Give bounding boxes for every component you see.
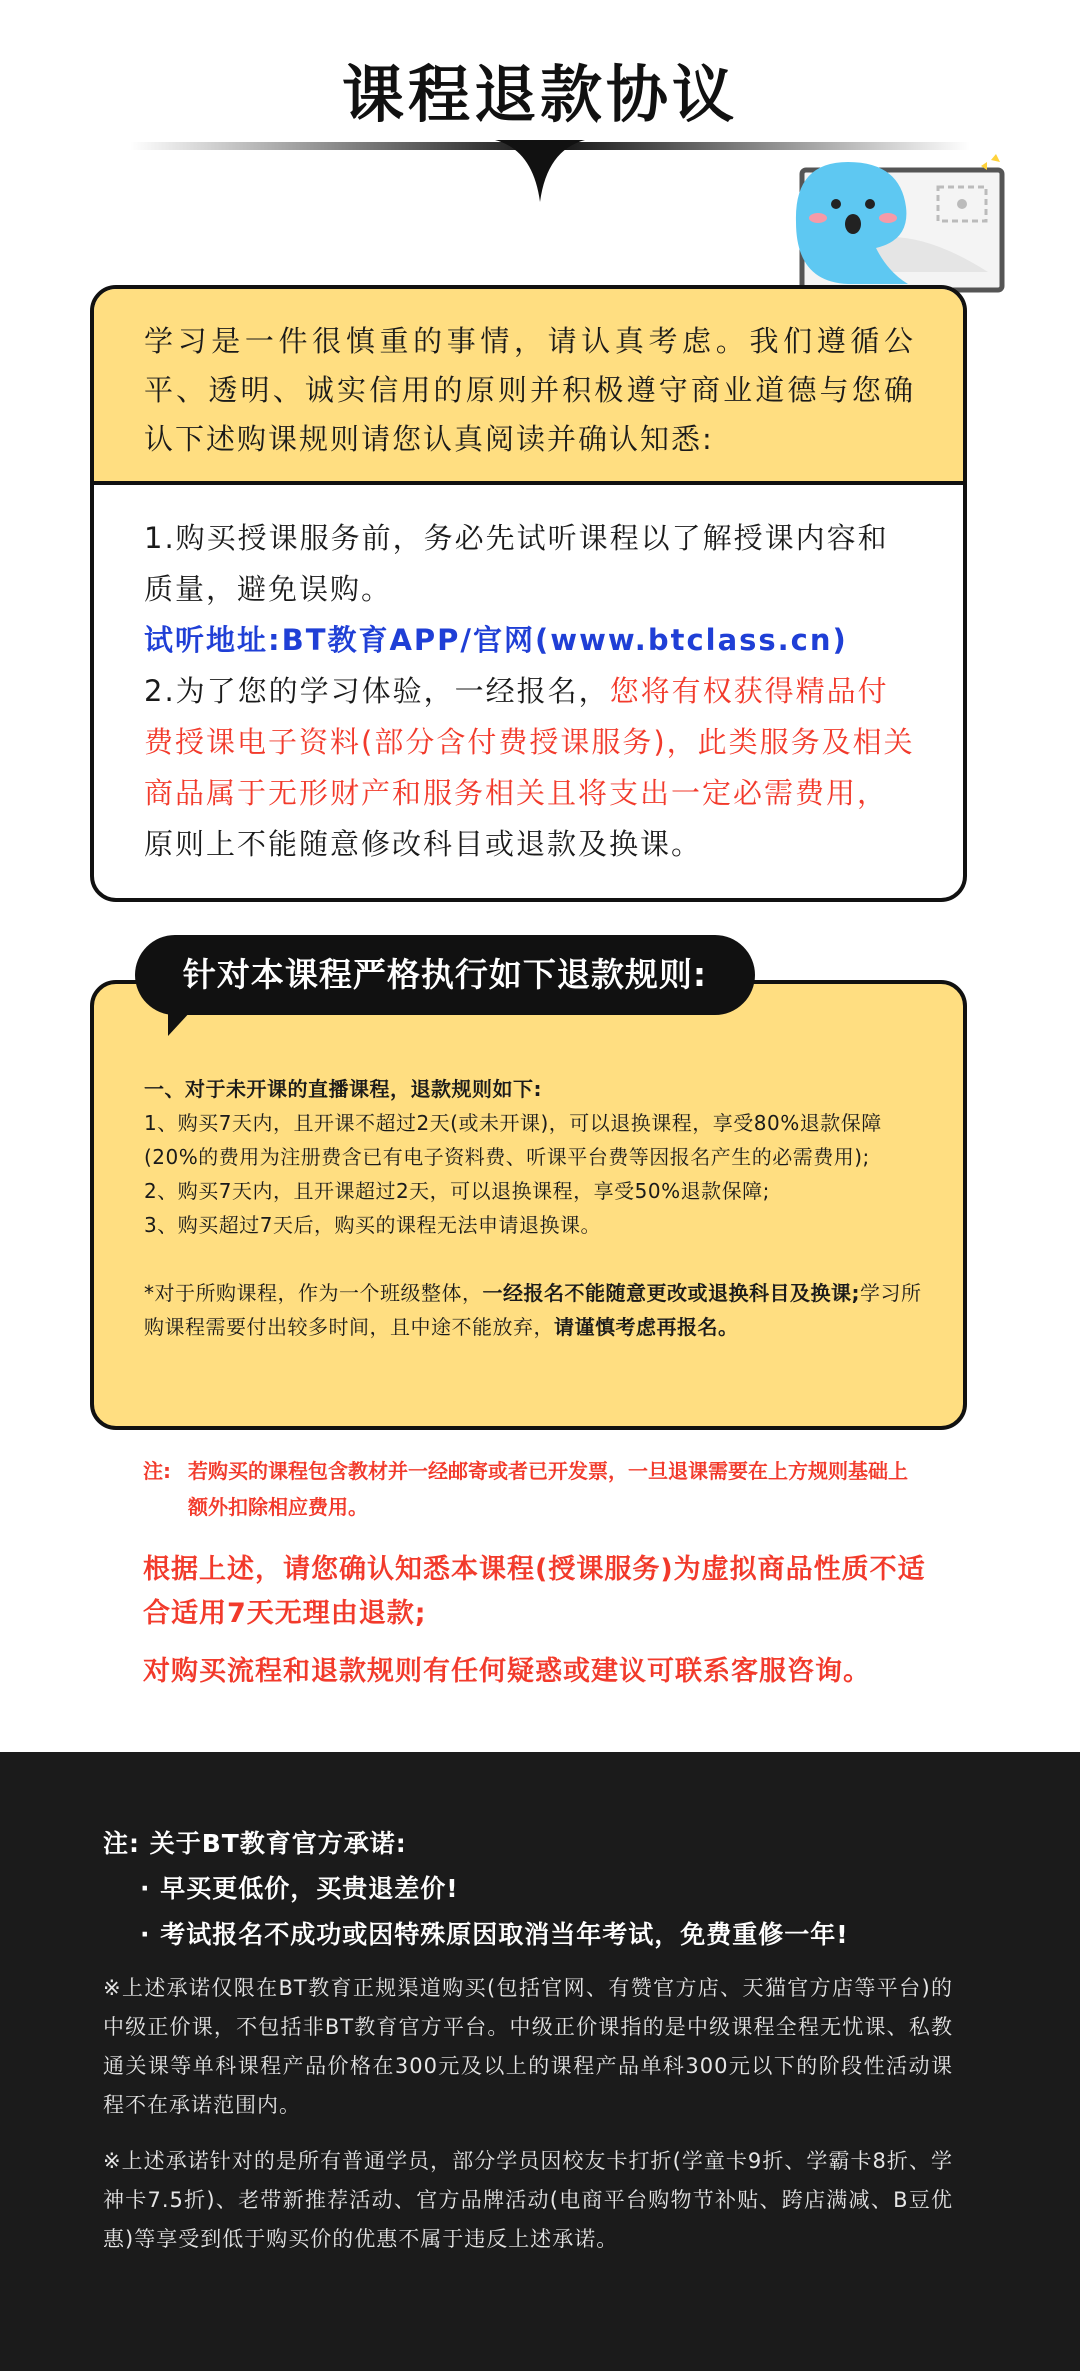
conclusion-1: 根据上述，请您确认知悉本课程(授课服务)为虚拟商品性质不适合适用7天无理由退款; — [143, 1554, 926, 1629]
intro-section — [94, 289, 963, 485]
conclusion — [143, 1548, 943, 1694]
page-title: 课程退款协议 — [341, 58, 738, 131]
footer-paragraph-2: ※上述承诺针对的是所有普通学员，部分学员因校友卡打折(学童卡9折、学霸卡8折、学神卡7.5折)、老带新推荐活动、官方品牌活动(电商平台购物节补贴、跨店满减、B豆优惠)等享受到低于购买价的优惠不属于违反上述承诺。 — [103, 2149, 953, 2251]
refund-rules-card — [90, 980, 967, 1430]
refund-footnote-a: *对于所购课程，作为一个班级整体， — [144, 1281, 483, 1305]
rules-body — [94, 485, 963, 870]
footer-paragraph-1: ※上述承诺仅限在BT教育正规渠道购买(包括官网、有赞官方店、天猫官方店等平台)的中级正价课，不包括非BT教育官方平台。中级正价课指的是中级课程全程无忧课、私教通关课等单科课程产品价格在300元及以上的课程产品单科300元以下的阶段性活动课程不在承诺范围内。 — [103, 1976, 953, 2117]
official-promise-footer — [0, 1752, 1080, 2371]
speech-tail-icon — [168, 1010, 192, 1036]
rule-2-prefix: 2.为了您的学习体验，一经报名， — [144, 674, 610, 708]
refund-item-2: 2、购买7天内，且开课超过2天，可以退换课程，享受50%退款保障; — [144, 1179, 770, 1203]
title-pointer-icon — [495, 140, 585, 202]
rule-2-highlight: 您将有权获得精品付费授课电子资料(部分含付费授课服务)，此类服务及相关商品属于无形财产和服务相关且将支出一定必需费用， — [144, 674, 915, 810]
conclusion-2: 对购买流程和退款规则有任何疑惑或建议可联系客服咨询。 — [143, 1656, 871, 1687]
refund-section-title: 一、对于未开课的直播课程，退款规则如下: — [144, 1077, 542, 1101]
promise-2: · 考试报名不成功或因特殊原因取消当年考试，免费重修一年! — [140, 1920, 849, 1949]
refund-heading: 针对本课程严格执行如下退款规则: — [135, 935, 755, 1015]
rule-2 — [144, 666, 915, 870]
material-note — [143, 1453, 923, 1525]
intro-text: 学习是一件很慎重的事情，请认真考虑。我们遵循公平、透明、诚实信用的原则并积极遵守商业道德与您确认下述购课规则请您认真阅读并确认知悉: — [144, 324, 915, 456]
note-text: 若购买的课程包含教材并一经邮寄或者已开发票，一旦退课需要在上方规则基础上额外扣除相应费用。 — [188, 1459, 908, 1519]
refund-footnote — [144, 1276, 924, 1344]
refund-footnote-b: 一经报名不能随意更改或退换科目及换课; — [482, 1281, 860, 1305]
promise-1: · 早买更低价，买贵退差价! — [140, 1874, 459, 1903]
footer-heading: 注: 关于BT教育官方承诺: — [103, 1829, 407, 1858]
refund-item-3: 3、购买超过7天后，购买的课程无法申请退换课。 — [144, 1213, 601, 1237]
trial-address-link[interactable]: 试听地址:BT教育APP/官网(www.btclass.cn) — [144, 623, 848, 657]
refund-item-1: 1、购买7天内，且开课不超过2天(或未开课)，可以退换课程，享受80%退款保障(20%的费用为注册费含已有电子资料费、听课平台费等因报名产生的必需费用); — [144, 1111, 882, 1169]
refund-footnote-d: 请谨慎考虑再报名。 — [554, 1315, 739, 1339]
refund-rules-content — [144, 1072, 924, 1344]
rule-1: 1.购买授课服务前，务必先试听课程以了解授课内容和质量，避免误购。 — [144, 521, 889, 606]
purchase-rules-card — [90, 285, 967, 902]
note-label: 注: — [143, 1459, 171, 1483]
refund-footnote-c: 学习所购课程需要付出较多时间，且中途不能放弃， — [144, 1281, 922, 1339]
rule-2-suffix: 原则上不能随意修改科目或退款及换课。 — [144, 827, 703, 861]
